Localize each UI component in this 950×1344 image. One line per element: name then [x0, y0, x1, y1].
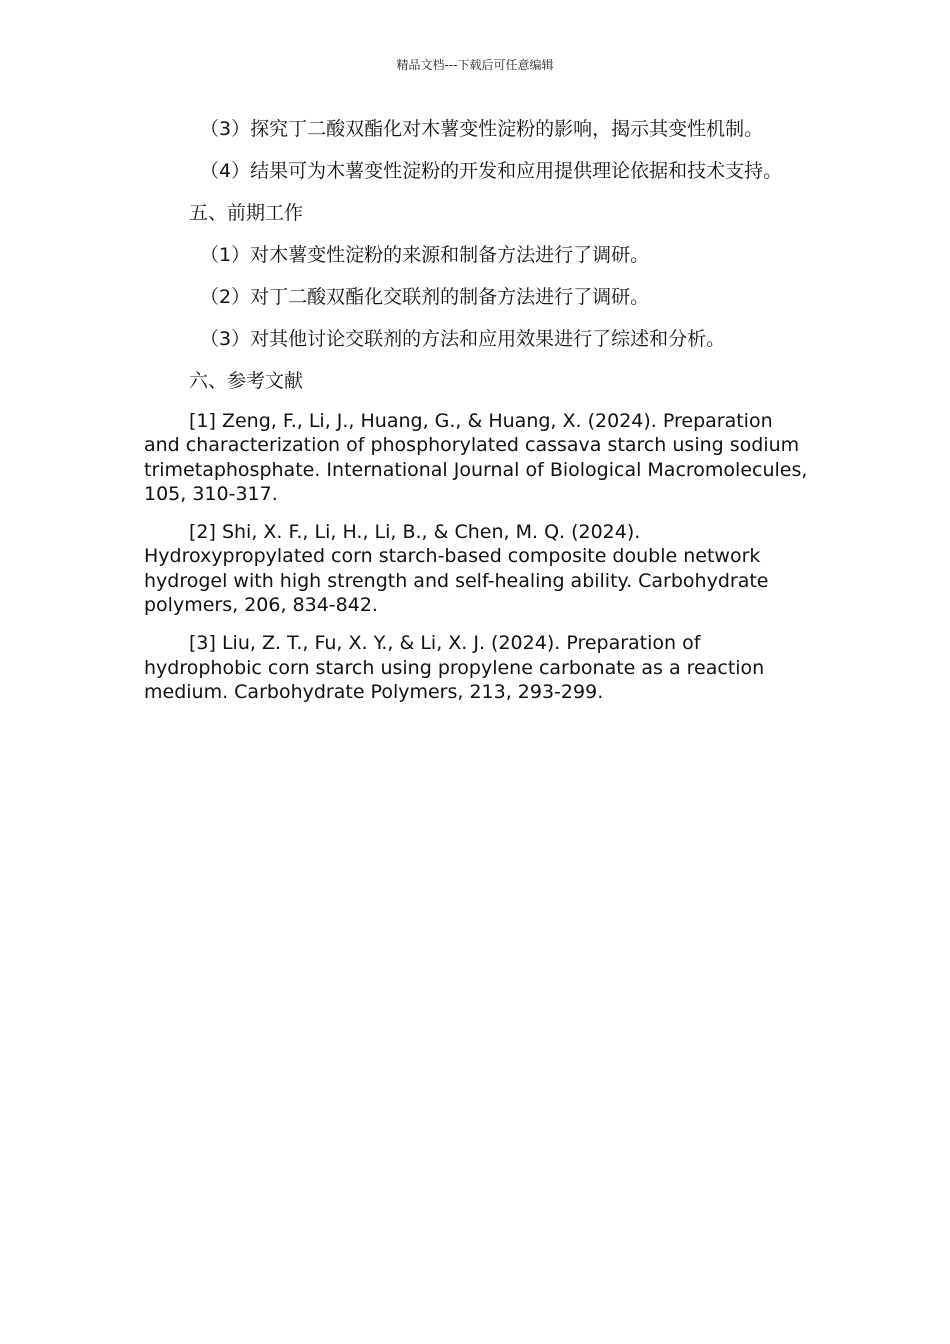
document-body: [144, 115, 824, 718]
page-header: 精品文档---下载后可任意编辑: [396, 58, 554, 72]
reference-list: [144, 409, 824, 704]
section-heading-references: 六、参考文献: [189, 370, 304, 392]
preliminary-work-item-3: （3）对其他讨论交联剂的方法和应用效果进行了综述和分析。: [200, 328, 726, 350]
objective-item-3: （3）探究丁二酸双酯化对木薯变性淀粉的影响，揭示其变性机制。: [200, 118, 764, 140]
reference-item-2: [2] Shi, X. F., Li, H., Li, B., & Chen, M. Q. (2024). Hydroxypropylated corn starch-based composite double network hydrogel with high strength and self-healing ability. Carbohydrate polymers, 206, 834-842.: [144, 521, 769, 617]
preliminary-work-item-2: （2）对丁二酸双酯化交联剂的制备方法进行了调研。: [200, 286, 650, 308]
preliminary-work-item-1: （1）对木薯变性淀粉的来源和制备方法进行了调研。: [200, 244, 650, 266]
reference-item-1: [1] Zeng, F., Li, J., Huang, G., & Huang, X. (2024). Preparation and characterization of phosphorylated cassava starch using sodium trimetaphosphate. International Journal of Biological Macromolecules, 105, 310-317.: [144, 410, 808, 505]
reference-item-3: [3] Liu, Z. T., Fu, X. Y., & Li, X. J. (2024). Preparation of hydrophobic corn starch using propylene carbonate as a reaction medium. Carbohydrate Polymers, 213, 293-299.: [144, 632, 765, 703]
section-heading-preliminary-work: 五、前期工作: [189, 202, 304, 224]
objective-item-4: （4）结果可为木薯变性淀粉的开发和应用提供理论依据和技术支持。: [200, 160, 783, 182]
